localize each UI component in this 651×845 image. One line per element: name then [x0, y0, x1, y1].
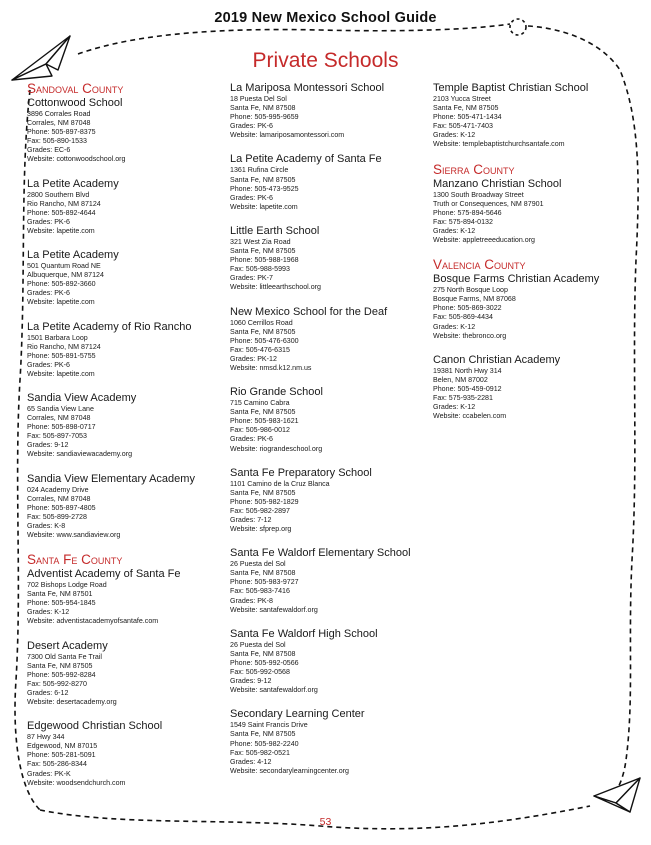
- school-detail-line: Phone: 505-992-0566: [230, 658, 299, 667]
- school-detail-line: Grades: 9-12: [27, 441, 69, 450]
- school-detail-line: Santa Fe, NM 87505: [230, 488, 296, 497]
- school-detail-line: Phone: 505-983-9727: [230, 578, 299, 587]
- school-detail-line: 1501 Barbara Loop: [27, 333, 88, 342]
- school-entry: [27, 97, 222, 165]
- school-detail-line: Phone: 505-476-6300: [230, 336, 299, 345]
- school-detail-line: Corrales, NM 87048: [27, 414, 91, 423]
- school-name: Edgewood Christian School: [27, 720, 163, 733]
- school-detail-line: Website: woodsendchurch.com: [27, 778, 126, 787]
- school-detail-line: Website: templebaptistchurchsantafe.com: [433, 140, 565, 149]
- school-detail-line: Rio Rancho, NM 87124: [27, 342, 101, 351]
- paper-airplane-icon: [594, 778, 640, 812]
- school-detail-line: Santa Fe, NM 87505: [433, 104, 499, 113]
- school-detail-line: Grades: 4-12: [230, 757, 272, 766]
- school-detail-line: Phone: 505-982-2240: [230, 739, 299, 748]
- school-entry: [433, 178, 633, 246]
- school-detail-line: Website: sfprep.org: [230, 525, 292, 534]
- school-detail-line: Fax: 505-992-0568: [230, 668, 290, 677]
- school-detail-line: Website: desertacademy.org: [27, 698, 117, 707]
- school-name: La Mariposa Montessori School: [230, 82, 385, 94]
- school-entry: [230, 547, 428, 615]
- school-detail-line: 3896 Corrales Road: [27, 110, 91, 118]
- school-detail-line: 19381 North Hwy 314: [433, 366, 502, 375]
- school-detail-line: Fax: 505-986-0012: [230, 426, 290, 435]
- school-detail-line: Fax: 505-983-7416: [230, 587, 290, 596]
- school-detail-line: 715 Camino Cabra: [230, 399, 290, 408]
- school-detail-line: Phone: 505-995-9659: [230, 113, 299, 122]
- school-detail-line: 7300 Old Santa Fe Trail: [27, 652, 102, 661]
- directory-column-3: [433, 82, 633, 434]
- school-detail-line: 26 Puesta del Sol: [230, 640, 286, 649]
- school-entry: [230, 82, 428, 140]
- school-detail-line: Truth or Consequences, NM 87901: [433, 199, 544, 208]
- school-detail-line: Phone: 505-891-5755: [27, 351, 96, 360]
- school-detail-line: Bosque Farms, NM 87068: [433, 295, 516, 304]
- school-detail-line: Grades: EC-6: [27, 146, 71, 155]
- school-name: Cottonwood School: [27, 97, 123, 109]
- school-name: Bosque Farms Christian Academy: [433, 273, 600, 286]
- school-entry: [27, 568, 222, 626]
- school-detail-line: Website: santafewaldorf.org: [230, 605, 318, 614]
- school-detail-line: Phone: 505-892-3660: [27, 280, 96, 289]
- school-detail-line: Phone: 505-897-8375: [27, 128, 96, 137]
- school-entry: [27, 178, 222, 236]
- school-detail-line: Santa Fe, NM 87505: [27, 661, 93, 670]
- school-detail-line: Santa Fe, NM 87505: [230, 327, 296, 336]
- school-name: La Petite Academy of Rio Rancho: [27, 320, 192, 333]
- school-detail-line: Phone: 575-894-5646: [433, 208, 502, 217]
- school-name: Sandia View Elementary Academy: [27, 472, 195, 485]
- school-detail-line: Fax: 505-286-8344: [27, 760, 87, 769]
- school-detail-line: Website: lapetite.com: [27, 226, 95, 235]
- school-name: Santa Fe Waldorf High School: [230, 627, 378, 640]
- school-detail-line: Grades: PK-6: [27, 360, 70, 369]
- school-name: Santa Fe Waldorf Elementary School: [230, 547, 411, 560]
- school-detail-line: Fax: 505-982-2897: [230, 506, 290, 515]
- school-detail-line: Edgewood, NM 87015: [27, 742, 98, 751]
- school-detail-line: Fax: 505-992-8270: [27, 679, 87, 688]
- school-detail-line: Santa Fe, NM 87505: [230, 408, 296, 417]
- school-detail-line: Grades: K-8: [27, 521, 66, 530]
- school-detail-line: Website: secondarylearningcenter.org: [230, 766, 349, 775]
- school-detail-line: 18 Puesta Del Sol: [230, 95, 287, 103]
- school-detail-line: Fax: 505-988-5993: [230, 265, 290, 274]
- school-entry: [230, 708, 428, 776]
- school-detail-line: Website: www.sandiaview.org: [27, 531, 121, 539]
- school-detail-line: Belen, NM 87002: [433, 375, 488, 384]
- school-detail-line: Grades: K-12: [433, 403, 476, 412]
- school-detail-line: Grades: PK-K: [27, 769, 71, 778]
- school-detail-line: 1549 Saint Francis Drive: [230, 721, 308, 730]
- school-detail-line: Website: nmsd.k12.nm.us: [230, 363, 312, 372]
- school-detail-line: Website: lapetite.com: [230, 202, 298, 211]
- school-detail-line: Phone: 505-983-1621: [230, 417, 299, 426]
- school-detail-line: Fax: 505-897-7053: [27, 432, 87, 441]
- school-name: Desert Academy: [27, 639, 108, 652]
- school-entry: [230, 386, 428, 454]
- school-detail-line: Phone: 505-897-4805: [27, 503, 96, 512]
- school-detail-line: Fax: 575-894-0132: [433, 217, 493, 226]
- school-detail-line: Website: thebronco.org: [433, 331, 507, 340]
- school-detail-line: Grades: PK-6: [230, 122, 273, 131]
- school-detail-line: Website: lapetite.com: [27, 369, 95, 378]
- school-detail-line: 321 West Zia Road: [230, 237, 291, 246]
- school-detail-line: Phone: 505-954-1845: [27, 599, 96, 608]
- school-name: Santa Fe Preparatory School: [230, 466, 372, 479]
- school-entry: [230, 467, 428, 535]
- school-detail-line: 024 Academy Drive: [27, 485, 89, 494]
- school-detail-line: 65 Sandia View Lane: [27, 404, 94, 413]
- school-name: Little Earth School: [230, 224, 320, 237]
- school-detail-line: Phone: 505-281-5091: [27, 751, 96, 760]
- school-detail-line: Fax: 505-890-1533: [27, 137, 87, 146]
- school-name: La Petite Academy: [27, 249, 119, 262]
- school-detail-line: 2103 Yucca Street: [433, 95, 491, 103]
- school-entry: [27, 249, 222, 307]
- school-name: New Mexico School for the Deaf: [230, 305, 388, 318]
- school-name: Adventist Academy of Santa Fe: [27, 568, 181, 581]
- school-detail-line: Phone: 505-992-8284: [27, 670, 96, 679]
- school-detail-line: 1361 Rufina Circle: [230, 166, 289, 175]
- school-detail-line: Grades: 9-12: [230, 677, 272, 686]
- county-heading: Santa Fe County: [27, 552, 123, 568]
- school-detail-line: Albuquerque, NM 87124: [27, 271, 104, 280]
- school-detail-line: Santa Fe, NM 87505: [230, 175, 296, 184]
- school-detail-line: Phone: 505-988-1968: [230, 256, 299, 265]
- school-detail-line: Website: riograndeschool.org: [230, 444, 323, 453]
- school-detail-line: Phone: 505-898-0717: [27, 423, 96, 432]
- school-name: Rio Grande School: [230, 386, 323, 399]
- school-detail-line: Phone: 505-982-1829: [230, 497, 299, 506]
- page-heading: Private Schools: [252, 49, 399, 72]
- school-entry: [433, 273, 633, 341]
- school-detail-line: Phone: 505-473-9525: [230, 184, 299, 193]
- school-detail-line: Santa Fe, NM 87508: [230, 569, 296, 578]
- school-detail-line: Santa Fe, NM 87505: [230, 247, 296, 256]
- school-entry: [27, 321, 222, 379]
- school-detail-line: Santa Fe, NM 87505: [230, 730, 296, 739]
- school-name: La Petite Academy of Santa Fe: [230, 153, 382, 166]
- school-detail-line: Santa Fe, NM 87508: [230, 649, 296, 658]
- school-detail-line: Grades: K-12: [433, 131, 476, 140]
- school-detail-line: 26 Puesta del Sol: [230, 560, 286, 569]
- school-detail-line: Grades: K-12: [27, 608, 70, 617]
- school-detail-line: Website: littleearthschool.org: [230, 283, 321, 292]
- school-detail-line: Website: cottonwoodschool.org: [27, 155, 126, 164]
- school-detail-line: 1300 South Broadway Street: [433, 190, 524, 199]
- school-detail-line: Website: santafewaldorf.org: [230, 686, 318, 695]
- school-detail-line: Rio Rancho, NM 87124: [27, 199, 101, 208]
- school-entry: [27, 720, 222, 788]
- school-detail-line: Grades: K-12: [433, 322, 476, 331]
- school-detail-line: Grades: PK-7: [230, 274, 273, 283]
- school-detail-line: Website: sandiaviewacademy.org: [27, 450, 133, 459]
- school-detail-line: 275 North Bosque Loop: [433, 286, 508, 295]
- school-detail-line: 702 Bishops Lodge Road: [27, 581, 107, 590]
- school-detail-line: 1060 Cerrillos Road: [230, 318, 293, 327]
- school-detail-line: Phone: 505-892-4644: [27, 208, 96, 217]
- school-detail-line: Website: lapetite.com: [27, 298, 95, 307]
- directory-column-1: [27, 82, 222, 801]
- school-name: Temple Baptist Christian School: [433, 82, 589, 94]
- school-detail-line: Fax: 505-899-2728: [27, 512, 87, 521]
- school-detail-line: Grades: PK-12: [230, 354, 277, 363]
- directory-column-2: [230, 82, 428, 789]
- county-heading: Sierra County: [433, 161, 515, 177]
- school-entry: [27, 473, 222, 541]
- school-detail-line: 1101 Camino de la Cruz Blanca: [230, 479, 330, 488]
- school-entry: [230, 225, 428, 293]
- school-name: La Petite Academy: [27, 177, 119, 190]
- school-detail-line: Corrales, NM 87048: [27, 494, 91, 503]
- school-detail-line: 87 Hwy 344: [27, 733, 65, 742]
- school-entry: [433, 82, 633, 150]
- page-number: 53: [319, 816, 332, 828]
- school-detail-line: Fax: 505-476-6315: [230, 345, 290, 354]
- school-name: Sandia View Academy: [27, 391, 137, 404]
- school-entry: [27, 392, 222, 460]
- school-detail-line: Fax: 505-982-0521: [230, 748, 290, 757]
- school-detail-line: Fax: 505-869-4434: [433, 313, 493, 322]
- county-heading: Valencia County: [433, 257, 526, 273]
- school-detail-line: Grades: K-12: [433, 226, 476, 235]
- county-heading: Sandoval County: [27, 81, 124, 96]
- school-detail-line: Grades: 7-12: [230, 516, 272, 524]
- school-name: Canon Christian Academy: [433, 353, 561, 366]
- school-name: Manzano Christian School: [433, 177, 562, 190]
- school-detail-line: Fax: 575-935-2281: [433, 393, 493, 402]
- school-entry: [27, 640, 222, 708]
- guide-title: 2019 New Mexico School Guide: [214, 10, 437, 26]
- school-detail-line: Grades: PK-6: [230, 435, 273, 444]
- school-entry: [433, 354, 633, 422]
- school-detail-line: Website: adventistacademyofsantafe.com: [27, 617, 159, 626]
- school-detail-line: Corrales, NM 87048: [27, 119, 91, 128]
- school-detail-line: Website: ccabelen.com: [433, 412, 507, 421]
- school-entry: [230, 628, 428, 696]
- school-entry: [230, 153, 428, 211]
- school-detail-line: Santa Fe, NM 87501: [27, 590, 93, 599]
- school-detail-line: Grades: PK-6: [27, 289, 70, 298]
- school-detail-line: Grades: PK-8: [230, 596, 273, 605]
- school-detail-line: Fax: 505-471-7403: [433, 122, 493, 131]
- school-detail-line: Grades: 6-12: [27, 688, 69, 697]
- school-name: Secondary Learning Center: [230, 708, 365, 721]
- school-detail-line: Website: lamariposamontessori.com: [230, 131, 345, 140]
- school-entry: [230, 306, 428, 374]
- school-detail-line: Santa Fe, NM 87508: [230, 104, 296, 113]
- school-detail-line: Grades: PK-6: [230, 193, 273, 202]
- school-detail-line: Phone: 505-869-3022: [433, 304, 502, 313]
- school-detail-line: 2800 Southern Blvd: [27, 190, 90, 199]
- school-detail-line: Phone: 505-459-0912: [433, 384, 502, 393]
- school-detail-line: Website: appletreeeducation.org: [433, 236, 536, 245]
- school-detail-line: Phone: 505-471-1434: [433, 113, 502, 122]
- school-detail-line: 501 Quantum Road NE: [27, 262, 101, 271]
- school-detail-line: Grades: PK-6: [27, 217, 70, 226]
